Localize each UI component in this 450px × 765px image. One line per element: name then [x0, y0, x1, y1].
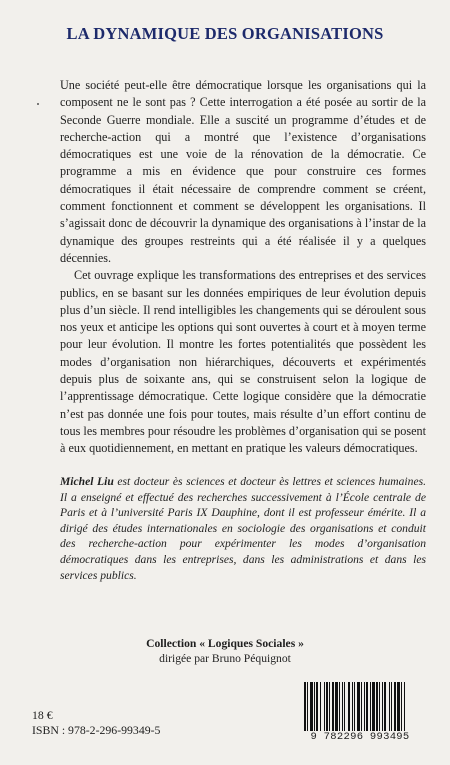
barcode-bar [397, 682, 400, 734]
decorative-dot [37, 103, 39, 105]
barcode-bar [332, 682, 334, 734]
summary-paragraph-2: Cet ouvrage explique les transformations des entreprises et des services publics, en se basant sur les données empiriques de leur évolution depuis plus d’un siècle. Il rend intelligibles les changements qui se déroulent sous nos yeux et anticipe les options qui sont ouvertes à court et à moyen terme pour leur évolution. Il montre les fortes potentialités que possèdent les modes d’organisation non hiérarchiques, découverts et expérimentés depuis plus de soixante ans, qui se construisent selon la logique de l’apprentissage démocratique. Cette logique considère que la démocratie n’est pas donnée une fois pour toutes, mais résulte d’un effort continu de tous les membres pour résoudre les problèmes d’organisation qui se posent à eux quotidiennement, en mettant en pratique les valeurs démocratiques. [60, 268, 426, 456]
barcode-bar [372, 682, 375, 734]
barcode-bar [329, 682, 330, 734]
barcode-bar [344, 682, 345, 734]
barcode [300, 682, 420, 746]
collection-name: Collection « Logiques Sociales » [146, 637, 304, 650]
collection-info [0, 636, 450, 666]
isbn: ISBN : 978-2-296-99349-5 [32, 723, 161, 737]
barcode-bar [314, 682, 315, 734]
collection-editor: dirigée par Bruno Péquignot [159, 652, 291, 665]
barcode-bar [361, 682, 362, 734]
barcode-bar [404, 682, 405, 734]
summary-text [60, 77, 426, 458]
author-bio-text: est docteur ès sciences et docteur ès lettres et sciences humaines. Il a enseigné et effectué des recherches successivement à l’École centrale de Paris et à l’université Paris IX Dauphine, dont il est professeur émérite. Il a dirigé des études internationales en sociologie des organisations et conduit des recherche-action pour expérimenter les modes d’organisation démocratiques dans les entreprises, dans les administrations et dans les services publics. [60, 475, 427, 582]
barcode-bar [394, 682, 396, 734]
barcode-bar [320, 682, 321, 734]
barcode-bar [384, 682, 386, 734]
barcode-bar [354, 682, 355, 734]
summary-paragraph-1: Une société peut-elle être démocratique lorsque les organisations qui la composent ne le sont pas ? Cette interrogation a été posée au sortir de la Seconde Guerre mondiale. Elle a suscité un programme d’études et de recherche-action qui a montré que l’existence d’organisations démocratiques est une voie de la rénovation de la démocratie. Ce programme a mis en évidence que pour construire ces formes démocratiques il était nécessaire de comprendre comment se créent, comment fonctionnent et comment se développent les organisations. Il s’agissait donc de découvrir la dynamique des organisations à l’instar de la dynamique des groupes restreints qui a été réalisée il y a quelques décennies. [60, 78, 426, 265]
barcode-bar [304, 682, 306, 734]
barcode-bar [352, 682, 353, 734]
price-block [32, 708, 160, 738]
barcode-bars [300, 682, 420, 734]
barcode-bar [382, 682, 383, 734]
barcode-bar [401, 682, 402, 734]
barcode-bar [391, 682, 392, 734]
barcode-bar [348, 682, 350, 734]
barcode-bar [370, 682, 371, 734]
barcode-bar [366, 682, 368, 734]
barcode-bar [357, 682, 360, 734]
barcode-bar [339, 682, 340, 734]
barcode-bar [324, 682, 325, 734]
book-title: LA DYNAMIQUE DES ORGANISATIONS [66, 24, 384, 43]
barcode-bar [310, 682, 313, 734]
barcode-bar [379, 682, 380, 734]
barcode-bar [376, 682, 378, 734]
barcode-bar [316, 682, 318, 734]
barcode-digits: 9 782296 993495 [300, 731, 420, 745]
barcode-bar [364, 682, 365, 734]
barcode-bar [326, 682, 328, 734]
barcode-bar [335, 682, 338, 734]
price: 18 € [32, 708, 53, 722]
barcode-bar [389, 682, 390, 734]
author-name: Michel Liu [60, 475, 114, 488]
author-bio-paragraph [60, 474, 426, 583]
barcode-bar [307, 682, 308, 734]
author-bio [60, 474, 426, 583]
barcode-bar [342, 682, 343, 734]
